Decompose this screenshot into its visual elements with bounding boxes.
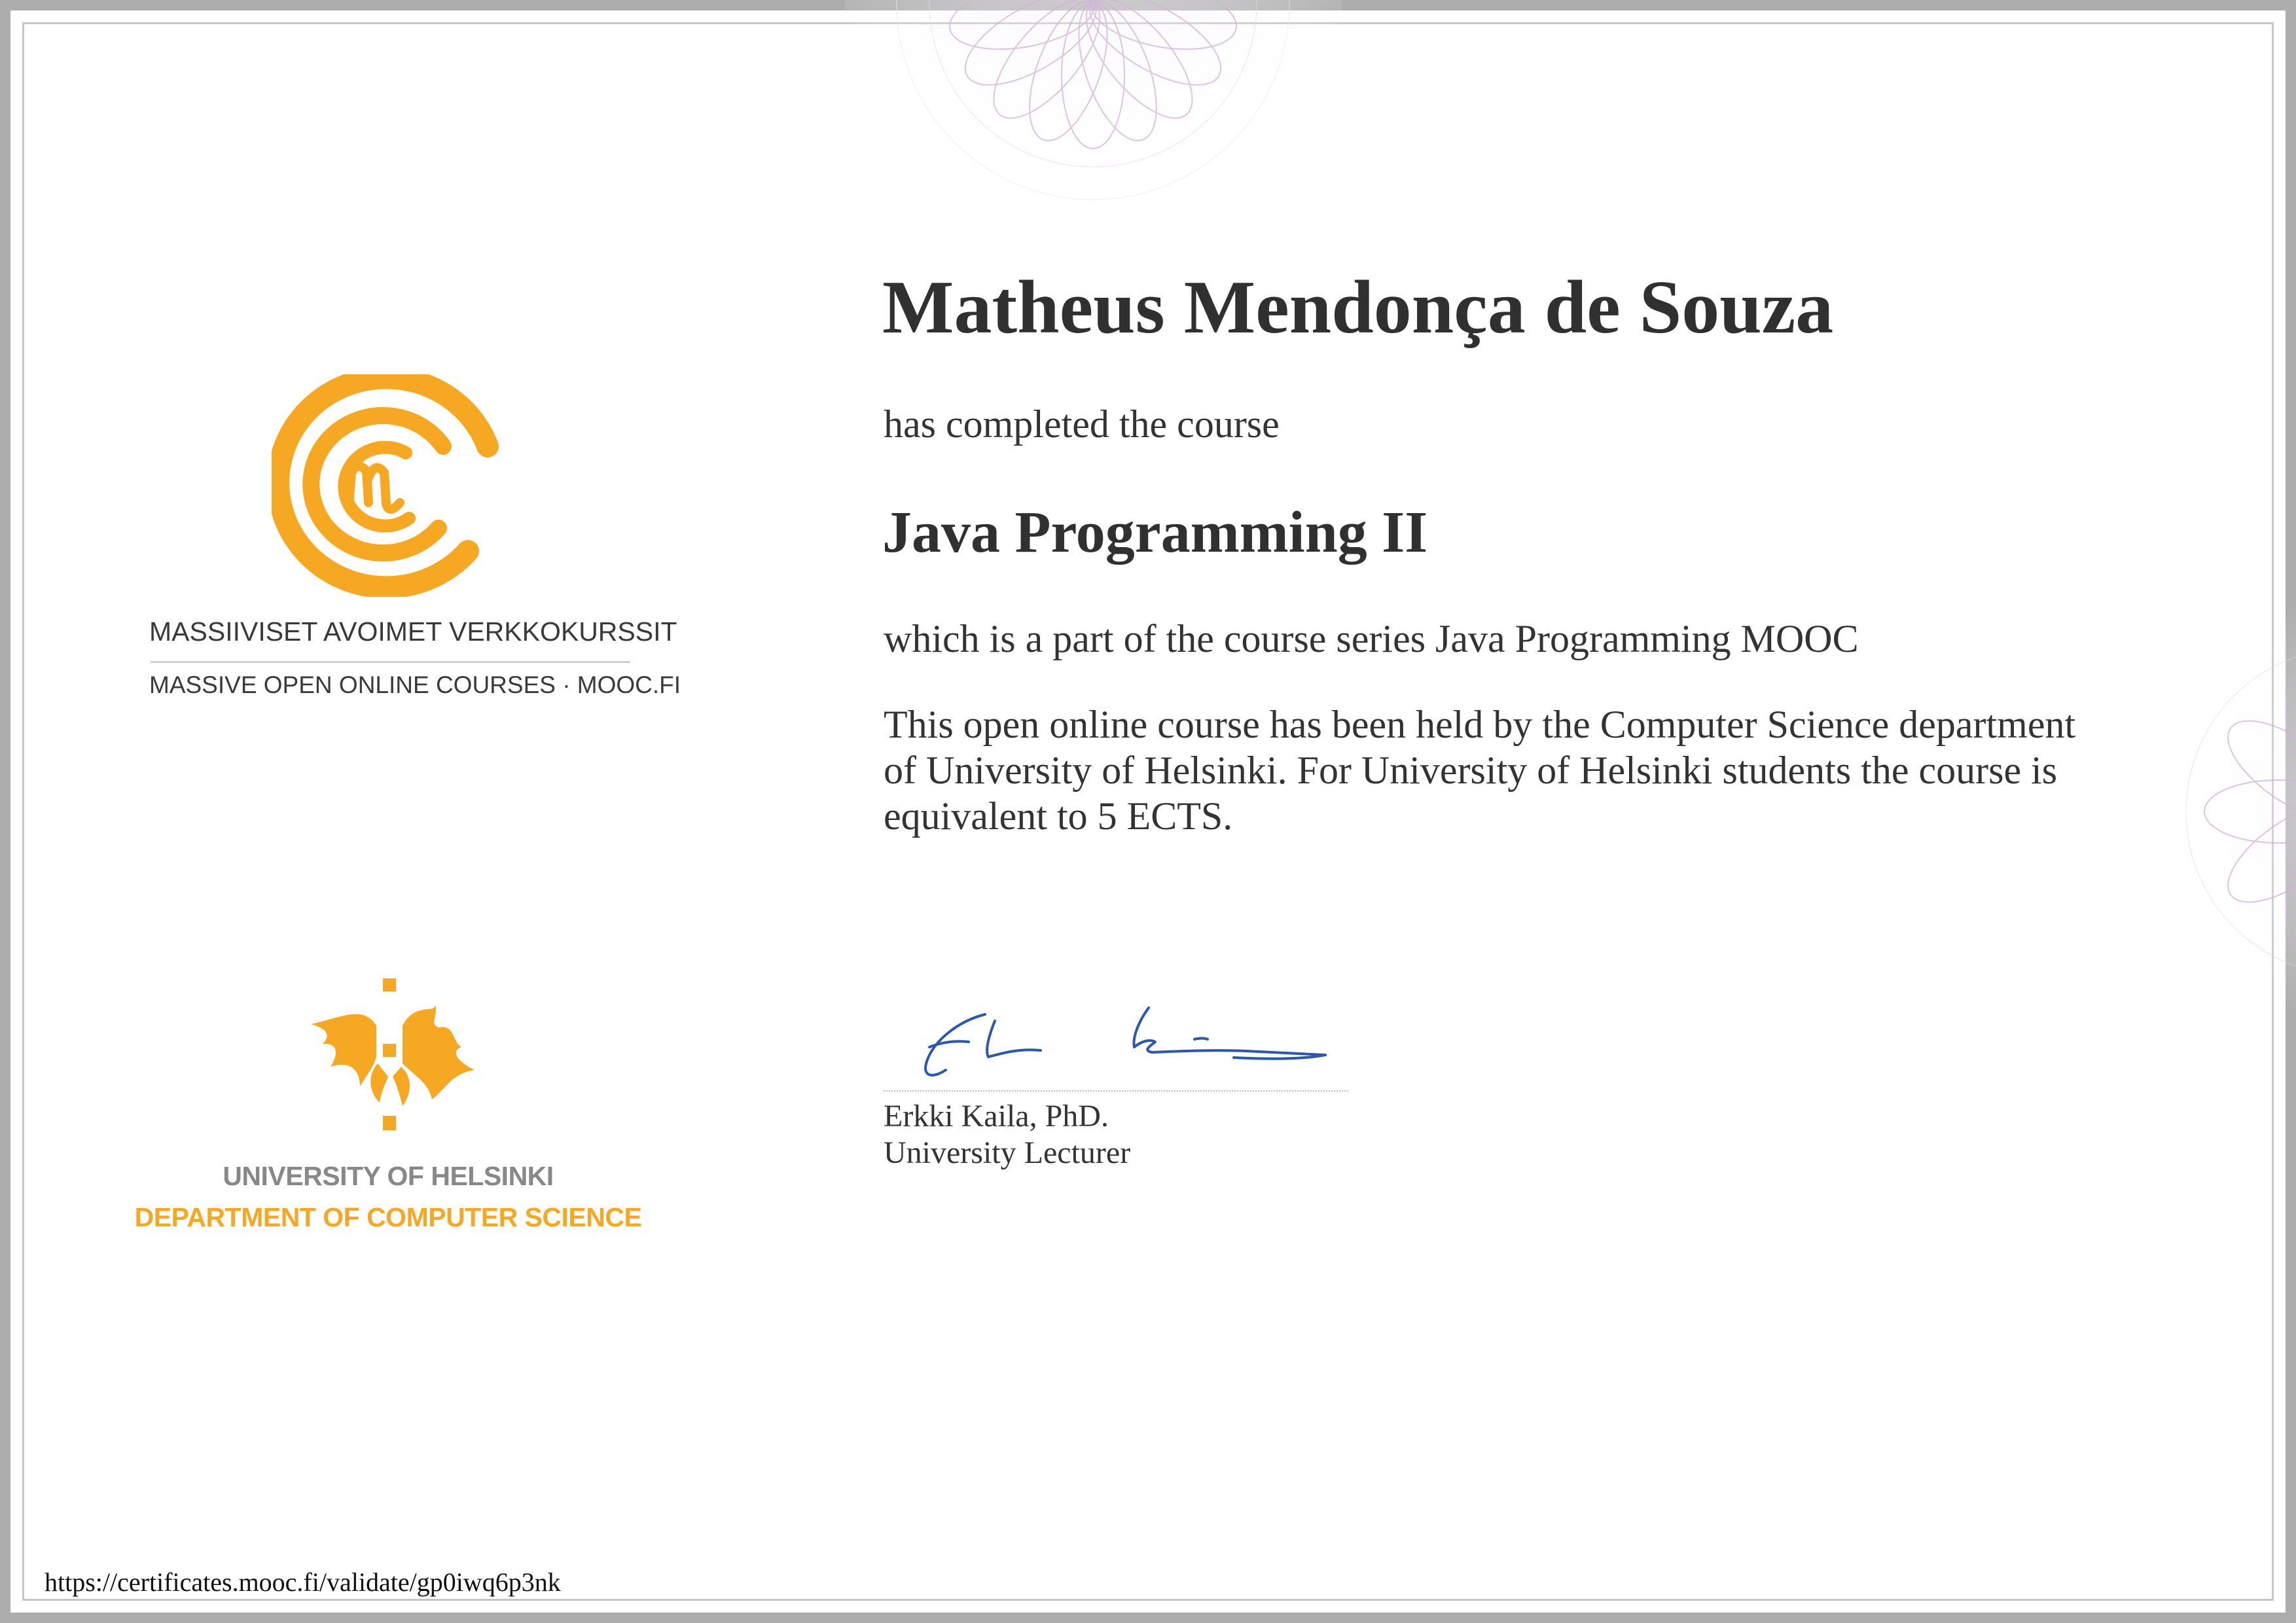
validation-url: https://certificates.mooc.fi/validate/gp0iwq6p3nk <box>45 1567 561 1597</box>
guilloche-rosette-right <box>2134 589 2296 1034</box>
recipient-name: Matheus Mendonça de Souza <box>882 266 1834 349</box>
mooc-logo-text-finnish: MASSIIVISET AVOIMET VERKKOKURSSIT <box>149 616 677 647</box>
signatory-title: University Lecturer <box>884 1135 1131 1170</box>
university-name: UNIVERSITY OF HELSINKI <box>223 1161 554 1191</box>
department-name: DEPARTMENT OF COMPUTER SCIENCE <box>134 1202 642 1232</box>
mooc-logo-text-english: MASSIVE OPEN ONLINE COURSES · MOOC.FI <box>149 671 681 698</box>
helsinki-flame-logo-icon <box>304 978 475 1132</box>
signature-line <box>884 1090 1348 1092</box>
course-series-statement: which is a part of the course series Java Programming MOOC <box>884 617 1859 660</box>
mooc-logo-divider <box>151 661 630 663</box>
signatory-name: Erkki Kaila, PhD. <box>884 1099 1109 1133</box>
course-title: Java Programming II <box>882 500 1428 565</box>
course-description: This open online course has been held by the Computer Science department of University of Helsinki. For University of Helsinki students the course is equivalent to 5 ECTS. <box>884 703 2076 838</box>
mooc-spiral-logo-icon <box>272 374 507 597</box>
guilloche-rosette-top <box>844 0 1342 275</box>
handwritten-signature-icon <box>906 1001 1338 1086</box>
completed-statement: has completed the course <box>884 402 1280 446</box>
